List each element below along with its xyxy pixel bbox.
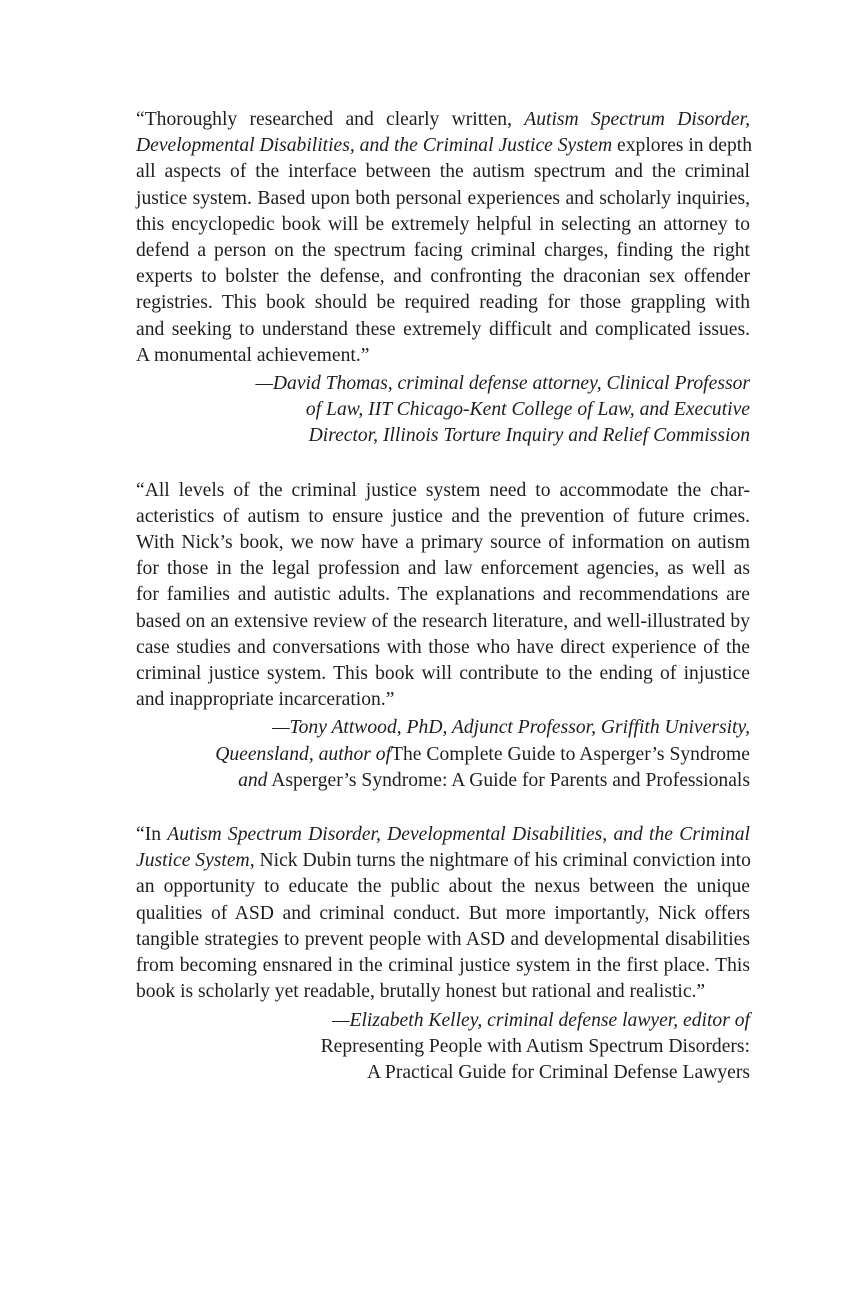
text-line bbox=[136, 715, 750, 741]
text-run: experts to bolster the defense, and confronting the draconian sex offender bbox=[136, 266, 750, 288]
endorsement bbox=[136, 478, 750, 794]
text-run: this encyclopedic book will be extremely helpful in selecting an attorney to bbox=[136, 213, 750, 235]
italic-text: Queensland, author of bbox=[215, 743, 392, 765]
text-run: tangible strategies to prevent people with ASD and developmental disabilities bbox=[136, 928, 750, 950]
italic-text: Autism Spectrum Disorder, bbox=[524, 109, 750, 130]
text-line bbox=[136, 822, 750, 848]
text-run: “All levels of the criminal justice system need to accommodate the char- bbox=[136, 479, 750, 501]
italic-text: —Elizabeth Kelley, criminal defense lawyer, editor of bbox=[332, 1009, 750, 1031]
endorsement-attribution bbox=[136, 371, 750, 450]
text-line bbox=[136, 635, 750, 661]
endorsement-list bbox=[136, 107, 753, 1086]
text-run: “In bbox=[136, 824, 168, 846]
text-run: registries. This book should be required reading for those grappling with bbox=[136, 292, 750, 314]
text-run: Asperger’s Syndrome: A Guide for Parents and Professionals bbox=[267, 769, 750, 791]
text-line bbox=[136, 1060, 750, 1086]
text-line bbox=[136, 238, 750, 264]
text-run: criminal justice system. This book will contribute to the ending of injustice bbox=[136, 663, 750, 685]
endorsement-attribution bbox=[136, 715, 750, 794]
italic-text: —Tony Attwood, PhD, Adjunct Professor, Griffith University, bbox=[272, 717, 750, 739]
text-run: explores in depth bbox=[612, 135, 753, 157]
text-run: With Nick’s book, we now have a primary source of information on autism bbox=[136, 532, 750, 554]
text-line bbox=[136, 159, 750, 185]
text-line bbox=[136, 186, 750, 212]
endorsement-attribution bbox=[136, 1008, 750, 1087]
text-line bbox=[136, 371, 750, 397]
text-run: case studies and conversations with those who have direct experience of the bbox=[136, 636, 750, 658]
text-line bbox=[136, 423, 750, 449]
text-line bbox=[136, 979, 750, 1005]
text-run: A monumental achievement.” bbox=[136, 344, 370, 366]
italic-text: of Law, IIT Chicago-Kent College of Law, and Executive bbox=[305, 399, 750, 421]
text-line bbox=[136, 504, 750, 530]
text-line bbox=[136, 343, 750, 369]
text-line bbox=[136, 768, 750, 794]
text-line bbox=[136, 927, 750, 953]
text-line bbox=[136, 107, 750, 133]
text-line bbox=[136, 874, 750, 900]
text-line bbox=[136, 290, 750, 316]
text-line bbox=[136, 212, 750, 238]
text-run: all aspects of the interface between the autism spectrum and the criminal bbox=[136, 161, 750, 183]
text-line bbox=[136, 478, 750, 504]
endorsement-quote bbox=[136, 822, 750, 1005]
italic-text: Justice System bbox=[136, 850, 250, 872]
italic-text: Director, Illinois Torture Inquiry and Relief Commission bbox=[308, 425, 750, 447]
endorsement-quote bbox=[136, 478, 750, 714]
text-run: and seeking to understand these extremely difficult and complicated issues. bbox=[136, 318, 750, 340]
text-run: an opportunity to educate the public about the nexus between the unique bbox=[136, 876, 750, 898]
italic-text: Developmental Disabilities, and the Criminal Justice System bbox=[136, 135, 613, 157]
text-run: Representing People with Autism Spectrum Disorders: bbox=[320, 1035, 750, 1057]
text-line bbox=[136, 609, 750, 635]
text-line bbox=[136, 397, 750, 423]
text-run: for those in the legal profession and law enforcement agencies, as well as bbox=[136, 558, 750, 580]
text-line bbox=[136, 742, 750, 768]
text-line bbox=[136, 687, 750, 713]
italic-text: —David Thomas, criminal defense attorney, Clinical Professor bbox=[255, 373, 750, 395]
text-line bbox=[136, 556, 750, 582]
text-run: qualities of ASD and criminal conduct. But more importantly, Nick offers bbox=[136, 902, 750, 924]
text-run: book is scholarly yet readable, brutally honest but rational and realistic.” bbox=[136, 981, 706, 1003]
italic-text: Autism Spectrum Disorder, Developmental Disabilities, and the Criminal bbox=[167, 824, 750, 846]
text-run: for families and autistic adults. The explanations and recommendations are bbox=[136, 584, 750, 606]
text-line bbox=[136, 1034, 750, 1060]
endorsements-page bbox=[136, 107, 753, 1086]
text-run: The Complete Guide to Asperger’s Syndrome bbox=[391, 743, 750, 765]
text-run: from becoming ensnared in the criminal justice system in the first place. This bbox=[136, 955, 750, 977]
text-run: “Thoroughly researched and clearly written, bbox=[136, 109, 525, 130]
text-run: based on an extensive review of the research literature, and well-illustrated by bbox=[136, 610, 750, 632]
text-line bbox=[136, 901, 750, 927]
text-line bbox=[136, 264, 750, 290]
italic-text: and bbox=[238, 769, 268, 791]
text-run: justice system. Based upon both personal experiences and scholarly inquiries, bbox=[136, 187, 750, 209]
text-line bbox=[136, 317, 750, 343]
text-line bbox=[136, 1008, 750, 1034]
text-line bbox=[136, 953, 750, 979]
text-run: A Practical Guide for Criminal Defense Lawyers bbox=[366, 1061, 750, 1083]
text-run: and inappropriate incarceration.” bbox=[136, 689, 395, 711]
endorsement bbox=[136, 107, 753, 450]
text-line bbox=[136, 133, 753, 159]
endorsement-quote bbox=[136, 107, 753, 369]
text-run: , Nick Dubin turns the nightmare of his criminal conviction into bbox=[249, 850, 751, 872]
endorsement bbox=[136, 822, 750, 1086]
text-run: defend a person on the spectrum facing criminal charges, finding the right bbox=[136, 240, 750, 262]
text-line bbox=[136, 661, 750, 687]
text-line bbox=[136, 582, 750, 608]
text-line bbox=[136, 530, 750, 556]
text-run: acteristics of autism to ensure justice and the prevention of future crimes. bbox=[136, 505, 750, 527]
text-line bbox=[136, 848, 750, 874]
